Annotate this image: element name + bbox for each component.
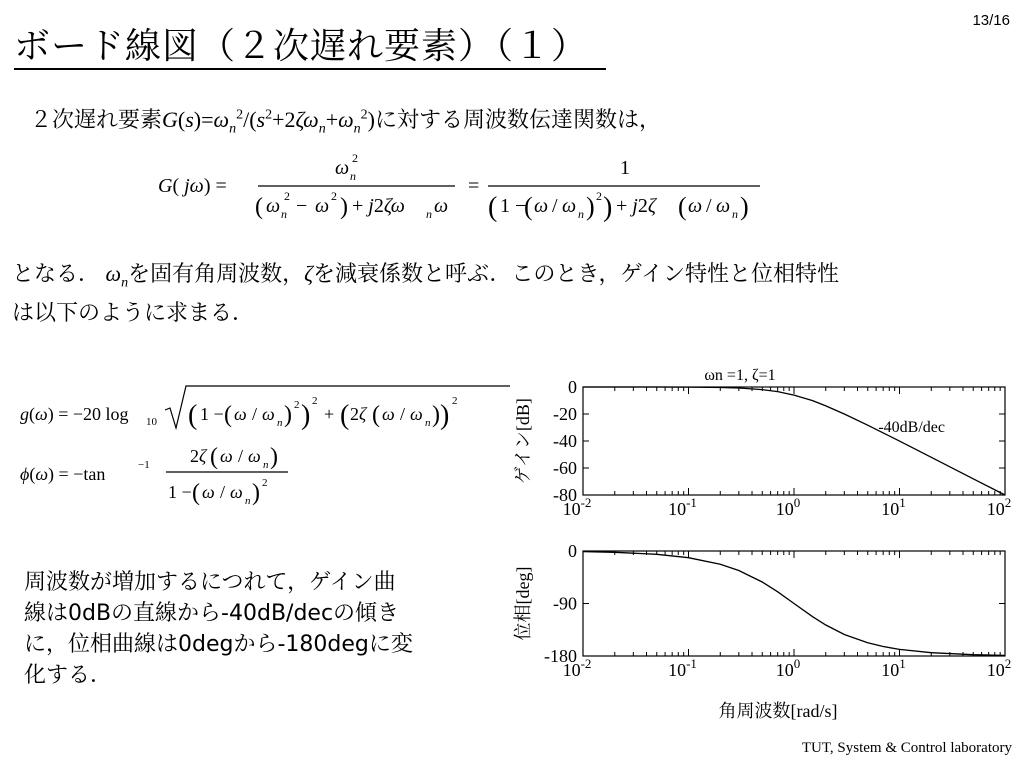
svg-text:ϕ(ω) = −tan: ϕ(ω) = −tan xyxy=(20,464,106,484)
svg-text:): ) xyxy=(270,444,278,470)
zeta-symbol: ζ xyxy=(304,261,313,286)
svg-text:(: ( xyxy=(340,400,350,431)
phase-chart xyxy=(544,541,1011,680)
gain-ytick-label: -80 xyxy=(553,485,577,505)
svg-text:=: = xyxy=(468,175,480,197)
gain-plot-frame xyxy=(583,387,1005,495)
svg-text:G( jω) =: G( jω) = xyxy=(158,175,227,197)
svg-text:): ) xyxy=(740,192,749,221)
svg-text:ω: ω xyxy=(230,482,243,502)
svg-text:(: ( xyxy=(192,480,200,506)
svg-text:/: / xyxy=(220,482,226,502)
svg-text:+ j2ζ: + j2ζ xyxy=(616,195,656,217)
svg-text:ω: ω xyxy=(335,157,350,179)
svg-text:ω: ω xyxy=(234,404,247,424)
svg-text:n: n xyxy=(426,207,432,221)
phase-xtick-label: $10^{-1}$ xyxy=(668,656,697,680)
page-number: 13/16 xyxy=(972,12,1010,29)
svg-text:2: 2 xyxy=(284,189,290,203)
svg-text:ω: ω xyxy=(315,195,330,217)
svg-text:2: 2 xyxy=(596,189,602,203)
svg-text:ω: ω xyxy=(434,195,449,217)
frequency-response-equation xyxy=(150,148,790,228)
intro-prefix: ２次遅れ要素 xyxy=(30,108,163,133)
svg-text:/: / xyxy=(252,404,258,424)
svg-text:(: ( xyxy=(224,402,232,428)
gain-chart-title: ωn =1, ζ=1 xyxy=(704,367,776,384)
svg-text:ω: ω xyxy=(382,404,395,424)
svg-text:ω: ω xyxy=(248,446,261,466)
svg-text:2: 2 xyxy=(331,189,337,203)
svg-text:): ) xyxy=(603,192,613,223)
gain-xtick-label: $10^{-1}$ xyxy=(668,495,697,519)
para-line1-a: となる． xyxy=(12,262,101,287)
bottom-note-line2: 線は0dBの直線から-40dB/decの傾き xyxy=(24,601,400,626)
description-paragraph xyxy=(12,258,1012,329)
svg-text:n: n xyxy=(732,207,738,221)
intro-suffix: に対する周波数伝達関数は， xyxy=(375,108,662,133)
bottom-note-line4: 化する． xyxy=(24,663,113,688)
svg-text:(: ( xyxy=(488,192,498,223)
bottom-note xyxy=(24,567,494,691)
svg-text:(: ( xyxy=(678,192,687,221)
gain-chart xyxy=(553,377,1011,519)
svg-text:1 −: 1 − xyxy=(500,195,527,217)
svg-text:n: n xyxy=(425,417,431,429)
svg-text:(: ( xyxy=(524,192,533,221)
svg-text:1: 1 xyxy=(620,157,630,179)
gain-xtick-label: $10^2$ xyxy=(986,495,1012,519)
svg-text:ω: ω xyxy=(220,446,233,466)
svg-text:): ) xyxy=(432,402,440,428)
gain-ytick-label: -20 xyxy=(553,404,577,424)
svg-text:1 −: 1 − xyxy=(200,404,224,424)
svg-text:2: 2 xyxy=(452,395,458,407)
svg-text:(: ( xyxy=(210,444,218,470)
svg-text:2ζ: 2ζ xyxy=(190,446,207,466)
svg-text:g(ω) = −20 log: g(ω) = −20 log xyxy=(20,404,129,424)
gain-annotation: -40dB/dec xyxy=(878,419,945,436)
svg-text:ω: ω xyxy=(716,195,731,217)
svg-text:+: + xyxy=(324,404,335,424)
svg-text:): ) xyxy=(340,194,348,220)
para-line1-b: を固有角周波数， xyxy=(128,262,305,287)
phase-ytick-label: 0 xyxy=(568,541,577,561)
svg-text:ω: ω xyxy=(688,195,703,217)
svg-text:ω: ω xyxy=(266,195,281,217)
svg-text:): ) xyxy=(586,192,595,221)
svg-text:(: ( xyxy=(255,194,263,220)
svg-text:ω: ω xyxy=(534,195,549,217)
phase-chart-xlabel: 角周波数[rad/s] xyxy=(718,701,838,721)
gain-ytick-label: 0 xyxy=(568,377,577,397)
svg-text:2: 2 xyxy=(262,477,268,489)
svg-text:+ j2ζω: + j2ζω xyxy=(352,195,405,217)
phase-ytick-label: -180 xyxy=(544,646,577,666)
svg-text:/: / xyxy=(400,404,406,424)
svg-text:): ) xyxy=(252,480,260,506)
phase-xtick-label: $10^2$ xyxy=(986,656,1012,680)
svg-text:ω: ω xyxy=(562,195,577,217)
svg-text:): ) xyxy=(440,400,450,431)
svg-text:n: n xyxy=(281,207,287,221)
svg-text:2ζ: 2ζ xyxy=(350,404,367,424)
svg-text:(: ( xyxy=(188,400,198,431)
gain-series-line xyxy=(583,387,1005,495)
gain-chart-ylabel: ゲイン[dB] xyxy=(513,398,533,484)
svg-text:1 −: 1 − xyxy=(168,482,192,502)
footer-lab-name: TUT, System & Control laboratory xyxy=(801,740,1012,756)
svg-text:/: / xyxy=(706,195,712,217)
gain-ytick-label: -60 xyxy=(553,458,577,478)
bottom-note-line3: に，位相曲線は0degから-180degに変 xyxy=(24,632,413,657)
svg-text:n: n xyxy=(277,417,283,429)
phase-chart-ylabel: 位相[deg] xyxy=(513,566,533,641)
bottom-note-line1: 周波数が増加するにつれて，ゲイン曲 xyxy=(24,570,396,595)
svg-text:(: ( xyxy=(372,402,380,428)
phase-series-line xyxy=(583,552,1005,656)
para-line1-c: を減衰係数と呼ぶ．このとき，ゲイン特性と位相特性 xyxy=(312,262,840,287)
bode-plot xyxy=(495,355,1015,725)
svg-text:/: / xyxy=(552,195,558,217)
intro-line xyxy=(30,103,661,137)
svg-text:): ) xyxy=(301,400,311,431)
svg-text:n: n xyxy=(245,495,251,507)
svg-text:ω: ω xyxy=(410,404,423,424)
svg-text:−1: −1 xyxy=(138,459,150,471)
svg-text:n: n xyxy=(263,459,269,471)
svg-text:n: n xyxy=(578,207,584,221)
transfer-function-inline: $G(s)=\omega_n^2/(s^2+2\zeta\omega_n+\omega_n^2)$ xyxy=(162,107,375,137)
page-title: ボード線図（２次遅れ要素）（１） xyxy=(14,26,589,67)
gain-xtick-label: $10^1$ xyxy=(881,495,906,519)
phase-xtick-label: $10^{-2}$ xyxy=(562,656,592,680)
gain-phase-equations xyxy=(20,380,520,510)
phase-xtick-label: $10^0$ xyxy=(775,656,801,680)
svg-text:): ) xyxy=(284,402,292,428)
svg-text:2: 2 xyxy=(294,399,300,411)
svg-text:2: 2 xyxy=(352,151,358,165)
svg-text:−: − xyxy=(296,195,308,217)
para-line2: は以下のように求まる． xyxy=(12,301,255,327)
svg-text:10: 10 xyxy=(146,416,157,428)
svg-text:ω: ω xyxy=(262,404,275,424)
gain-ytick-label: -40 xyxy=(553,431,577,451)
omega-n-symbol: $\omega_n$ xyxy=(105,261,129,291)
gain-xtick-label: $10^0$ xyxy=(775,495,801,519)
phase-ytick-label: -90 xyxy=(553,593,577,614)
svg-text:2: 2 xyxy=(312,395,318,407)
phase-xtick-label: $10^1$ xyxy=(881,656,906,680)
svg-text:ω: ω xyxy=(202,482,215,502)
title-underline xyxy=(14,68,606,70)
svg-text:/: / xyxy=(238,446,244,466)
svg-text:n: n xyxy=(350,169,356,183)
gain-xtick-label: $10^{-2}$ xyxy=(562,495,592,519)
